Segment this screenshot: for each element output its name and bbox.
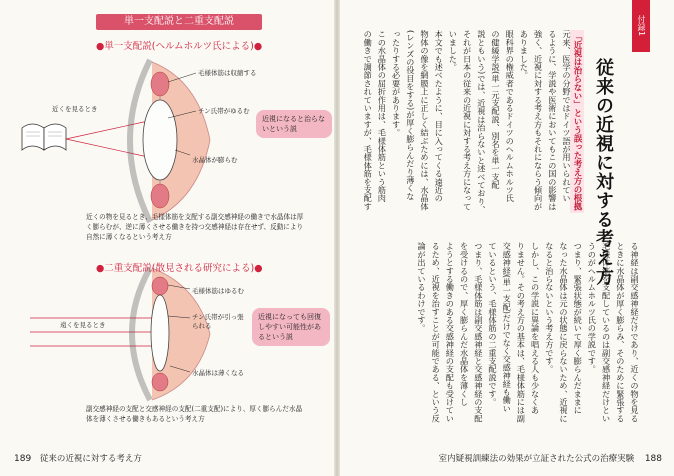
body-column: それが日本の従来の近視に対する考え方になって — [462, 30, 473, 211]
footer-left — [14, 452, 142, 464]
body-column: 毛様体筋を支配しているのは副交感神経だけとい — [601, 242, 612, 423]
page-subtitle: 「近視は治らない」という誤った考え方の根拠 — [572, 32, 582, 211]
page-title: 従来の近視に対する考え方 — [593, 58, 614, 286]
body-column: なった水晶体は元の状態に戻らないため、近視に — [559, 242, 569, 423]
callout-single-theory: 近視になると治らないという説 — [256, 110, 332, 138]
body-column: るように、学説や医術においてもこの国の影響は — [547, 30, 558, 211]
page-number-right: 188 — [644, 454, 662, 464]
far-label: 遠くを見るとき — [60, 321, 106, 329]
ciliary-muscle-label-1: 毛様体筋は収縮する — [198, 69, 257, 77]
body-column: る神経は副交感神経だけであり、近くの物を見る — [630, 242, 640, 423]
body-column: 論が出ているわけです。 — [417, 242, 427, 333]
body-column: るため、近視を治すことが可能である、という反 — [431, 242, 442, 423]
body-column: の働きで調節されていますが、毛様体筋を支配す — [363, 30, 374, 211]
body-column: りません。その考え方の基本は、毛様体筋には副 — [516, 242, 527, 423]
eye-diagram-near — [22, 60, 210, 222]
callout-dual-theory: 近視になっても回復しやすい可能性があるという説 — [252, 308, 330, 346]
body-column: ありました。 — [519, 30, 530, 80]
zonule-label-1: チン氏帯がゆるむ — [198, 107, 250, 115]
appendix-tab: 付録1 — [632, 0, 650, 52]
body-column: つまり、毛様体筋は副交感神経と交感神経の支配 — [473, 242, 484, 423]
body-column: 交感神経(単一支配)だけでなく交感神経も働い — [502, 242, 513, 413]
body-column: なると治らないという考え方です。 — [544, 242, 555, 374]
body-column: この水晶体の屈折作用は、毛様体筋という筋肉 — [377, 30, 388, 203]
body-column: 元来、医学の分野ではドイツ語が用いられてい — [562, 30, 572, 203]
body-column: 眼科界の権威者であるドイツのヘルムホルツ氏 — [505, 30, 516, 203]
near-label: 近くを見るとき — [52, 105, 98, 113]
body-column: うのがヘルムホルツ氏の学説です。 — [587, 242, 598, 374]
footer-title-left: 従来の近視に対する考え方 — [39, 454, 142, 464]
body-column: 強く、近視に対する考え方もそれにならう傾向が — [533, 30, 544, 211]
page-gutter — [334, 0, 340, 476]
zonule-label-2: チン氏帯が引っ張られる — [192, 313, 244, 330]
body-column: を受けるので、厚く膨らんだ水晶体を薄くし — [459, 242, 470, 406]
page-number-left: 189 — [14, 454, 32, 464]
body-column: ったりする必要があります。 — [391, 30, 402, 137]
caption-single-theory: 近くの物を見るとき、毛様体筋を支配する副交感神経の働きで水晶体は厚く膨らむが、逆に薄くさせる働きを持つ交感神経は存在せず、反動により自然に薄くなるという考え方 — [86, 213, 304, 242]
ciliary-muscle-label-2: 毛様体筋はゆるむ — [192, 287, 244, 295]
body-column: 本文でも述べたように、目に入ってくる遠近の — [434, 30, 445, 203]
body-column: しかし、この学説に異論を唱える人も少なくあ — [530, 242, 541, 415]
body-column: 物体の像を網膜上に正しく結ぶためには、水晶体 — [420, 30, 430, 211]
body-column: ときに水晶体が厚く膨らみ、そのために緊張する — [615, 242, 626, 423]
footer-title-right: 室内疑視訓練法の効果が立証された公式の治療実験 — [438, 454, 635, 464]
footer-right — [439, 452, 662, 464]
body-column: ようとする働きのある交感神経の支配も受けてい — [445, 242, 456, 423]
body-column: の健緩学説(単一元支配説、別名を単一支配 — [491, 30, 501, 189]
body-column: いました。 — [448, 30, 459, 71]
caption-dual-theory: 副交感神経の支配と交感神経の支配(二重支配)により、厚く膨らんだ水晶体を薄くさせる働きもあるという考え方 — [86, 405, 303, 424]
section1-title: ●単一支配説(ヘルムホルツ氏による)● — [96, 41, 263, 52]
body-column: (レンズの役目をする)が厚く膨らんだり薄くな — [405, 30, 416, 201]
body-column: ているという、毛様体筋の二重支配説です。 — [488, 242, 498, 406]
eye-diagram-far — [30, 268, 210, 400]
lens-label-2: 水晶体は薄くなる — [192, 369, 244, 377]
body-column: 説ともいう)では、近視は治らないと述べており、 — [476, 30, 487, 214]
lens-label-1: 水晶体が膨らむ — [192, 156, 238, 164]
section2-title: ●二重支配説(散見される研究による)● — [96, 263, 263, 274]
body-column: つまり、緊張状態が続いて厚く膨らんだままに — [573, 242, 584, 415]
figure-title: 単一支配説と二重支配説 — [96, 14, 262, 30]
